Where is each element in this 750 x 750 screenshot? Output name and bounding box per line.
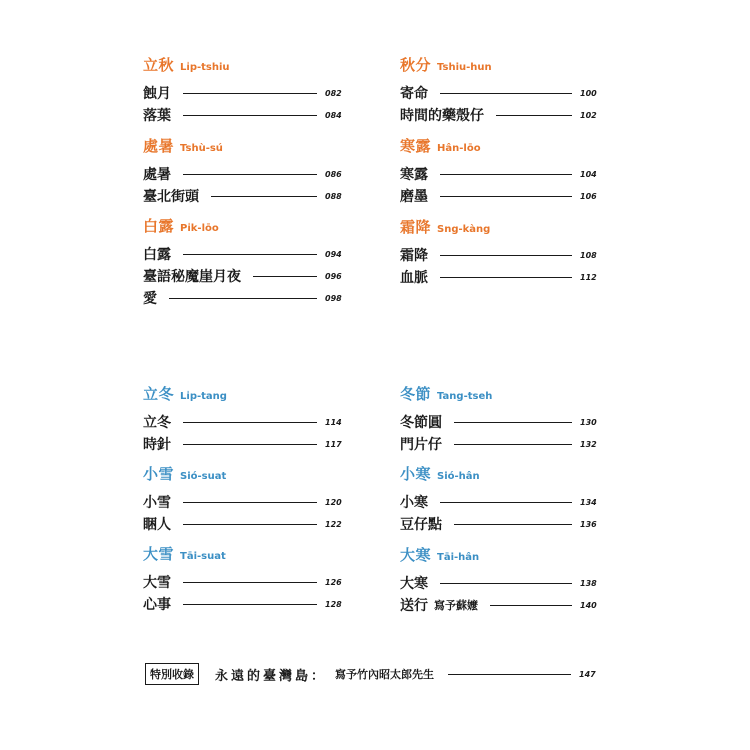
page-number: 138 — [580, 578, 597, 588]
section-chhiuhun — [400, 54, 598, 126]
toc-entry[interactable] — [400, 433, 598, 455]
page-number: 106 — [580, 191, 597, 201]
toc-entry[interactable] — [400, 82, 598, 104]
page-number: 114 — [325, 417, 342, 427]
entry-title: 送行 — [400, 598, 428, 614]
section-title: 秋分 — [400, 56, 432, 74]
leader-line — [183, 254, 317, 255]
entry-title: 大雪 — [143, 575, 171, 591]
entry-title: 寒露 — [400, 167, 428, 183]
page-number: 084 — [325, 110, 342, 120]
page-number: 120 — [325, 497, 342, 507]
leader-line — [183, 444, 317, 445]
toc-entry[interactable] — [400, 572, 598, 594]
section-title: 白露 — [143, 217, 175, 235]
section-siausuat — [143, 463, 343, 535]
entry-title: 門片仔 — [400, 437, 442, 453]
page-number: 117 — [325, 439, 342, 449]
section-siauhan — [400, 463, 598, 535]
leader-line — [183, 524, 317, 525]
leader-line — [440, 277, 572, 278]
leader-line — [183, 115, 317, 116]
section-romanization: Sió-suat — [180, 471, 227, 482]
section-lipchhiu — [143, 54, 343, 126]
entry-title: 霜降 — [400, 248, 428, 264]
section-title: 小雪 — [143, 465, 175, 483]
page-number: 094 — [325, 249, 342, 259]
toc-entry[interactable] — [143, 593, 343, 615]
entry-title: 睏人 — [143, 517, 171, 533]
section-title: 大雪 — [143, 545, 175, 563]
leader-line — [440, 174, 572, 175]
toc-entry[interactable] — [143, 433, 343, 455]
toc-entry[interactable] — [143, 82, 343, 104]
section-title: 寒露 — [400, 137, 432, 155]
toc-entry[interactable] — [143, 287, 343, 309]
leader-line — [183, 422, 317, 423]
toc-entry[interactable] — [400, 594, 598, 616]
section-romanization: Li̍p-tshiu — [180, 62, 230, 73]
page-number: 130 — [580, 417, 597, 427]
section-romanization: Hân-lōo — [437, 143, 481, 154]
section-title: 處暑 — [143, 137, 175, 155]
section-piklo — [143, 215, 343, 309]
leader-line — [448, 674, 571, 675]
leader-line — [440, 255, 572, 256]
entry-title: 蝕月 — [143, 86, 171, 102]
section-liptang — [143, 383, 343, 455]
section-romanization: Li̍p-tang — [180, 391, 227, 402]
toc-entry[interactable] — [400, 491, 598, 513]
section-romanization: Tang-tseh — [437, 391, 493, 402]
page-number: 134 — [580, 497, 597, 507]
page-number: 104 — [580, 169, 597, 179]
leader-line — [211, 196, 317, 197]
special-title: 永遠的臺灣島： — [215, 668, 328, 684]
section-romanization: Tāi-hân — [437, 552, 480, 563]
page-number: 082 — [325, 88, 342, 98]
entry-title: 愛 — [143, 291, 157, 307]
page-number: 108 — [580, 250, 597, 260]
section-romanization: Tāi-suat — [180, 551, 226, 562]
page-number: 098 — [325, 293, 342, 303]
section-title: 小寒 — [400, 465, 432, 483]
entry-title: 時針 — [143, 437, 171, 453]
section-romanization: Tshù-sú — [180, 143, 223, 154]
special-label-box: 特別收錄 — [145, 663, 199, 685]
toc-entry[interactable] — [143, 513, 343, 535]
page-number: 140 — [580, 600, 597, 610]
section-title: 霜降 — [400, 218, 432, 236]
leader-line — [454, 444, 572, 445]
entry-title: 大寒 — [400, 576, 428, 592]
page-number: 100 — [580, 88, 597, 98]
page-number: 136 — [580, 519, 597, 529]
section-taihan — [400, 544, 598, 616]
toc-entry[interactable] — [143, 185, 343, 207]
toc-entry[interactable] — [143, 163, 343, 185]
section-tangtseh — [400, 383, 598, 455]
entry-title: 心事 — [143, 597, 171, 613]
toc-entry[interactable] — [400, 513, 598, 535]
entry-title: 寄命 — [400, 86, 428, 102]
toc-entry[interactable] — [400, 266, 598, 288]
leader-line — [440, 502, 572, 503]
toc-entry[interactable] — [143, 104, 343, 126]
section-title: 立秋 — [143, 56, 175, 74]
leader-line — [183, 582, 317, 583]
leader-line — [440, 93, 572, 94]
toc-entry[interactable] — [400, 411, 598, 433]
entry-title: 小雪 — [143, 495, 171, 511]
leader-line — [490, 605, 572, 606]
leader-line — [440, 583, 572, 584]
entry-title: 處暑 — [143, 167, 171, 183]
section-taisuat — [143, 543, 343, 615]
leader-line — [440, 196, 572, 197]
section-romanization: Sng-kàng — [437, 224, 491, 235]
section-chhusu — [143, 135, 343, 207]
entry-title: 冬節圓 — [400, 415, 442, 431]
page-number: 112 — [580, 272, 597, 282]
entry-title: 小寒 — [400, 495, 428, 511]
page-number: 086 — [325, 169, 342, 179]
entry-title: 落葉 — [143, 108, 171, 124]
toc-entry[interactable] — [143, 265, 343, 287]
leader-line — [253, 276, 317, 277]
entry-title: 豆仔點 — [400, 517, 442, 533]
entry-title: 磨墨 — [400, 189, 428, 205]
toc-entry[interactable] — [400, 163, 598, 185]
section-sngkang — [400, 216, 598, 288]
section-title: 大寒 — [400, 546, 432, 564]
entry-title: 時間的藥殼仔 — [400, 108, 484, 124]
toc-entry[interactable] — [143, 411, 343, 433]
section-title: 冬節 — [400, 385, 432, 403]
entry-title: 臺語秘魔崖月夜 — [143, 269, 241, 285]
section-title: 立冬 — [143, 385, 175, 403]
toc-entry[interactable] — [400, 104, 598, 126]
page-number: 126 — [325, 577, 342, 587]
special-entry[interactable] — [145, 662, 597, 686]
entry-title: 臺北街頭 — [143, 189, 199, 205]
toc-entry[interactable] — [400, 244, 598, 266]
page-number: 147 — [579, 669, 596, 679]
entry-title: 立冬 — [143, 415, 171, 431]
toc-entry[interactable] — [143, 571, 343, 593]
page-number: 096 — [325, 271, 342, 281]
leader-line — [183, 502, 317, 503]
leader-line — [496, 115, 572, 116]
leader-line — [183, 174, 317, 175]
entry-title: 白露 — [143, 247, 171, 263]
section-hanloo — [400, 135, 598, 207]
toc-entry[interactable] — [143, 491, 343, 513]
page-number: 128 — [325, 599, 342, 609]
section-romanization: Pi̍k-lōo — [180, 223, 219, 234]
page-number: 132 — [580, 439, 597, 449]
leader-line — [169, 298, 317, 299]
leader-line — [183, 93, 317, 94]
leader-line — [454, 524, 572, 525]
entry-subtitle: 寫予蘇嬤 — [434, 599, 478, 612]
special-subtitle: 寫予竹內昭太郎先生 — [335, 668, 435, 681]
toc-entry[interactable] — [143, 243, 343, 265]
page-number: 102 — [580, 110, 597, 120]
page-number: 122 — [325, 519, 342, 529]
page-number: 088 — [325, 191, 342, 201]
section-romanization: Sió-hân — [437, 471, 480, 482]
leader-line — [454, 422, 572, 423]
section-romanization: Tshiu-hun — [437, 62, 492, 73]
leader-line — [183, 604, 317, 605]
toc-entry[interactable] — [400, 185, 598, 207]
entry-title: 血脈 — [400, 270, 428, 286]
